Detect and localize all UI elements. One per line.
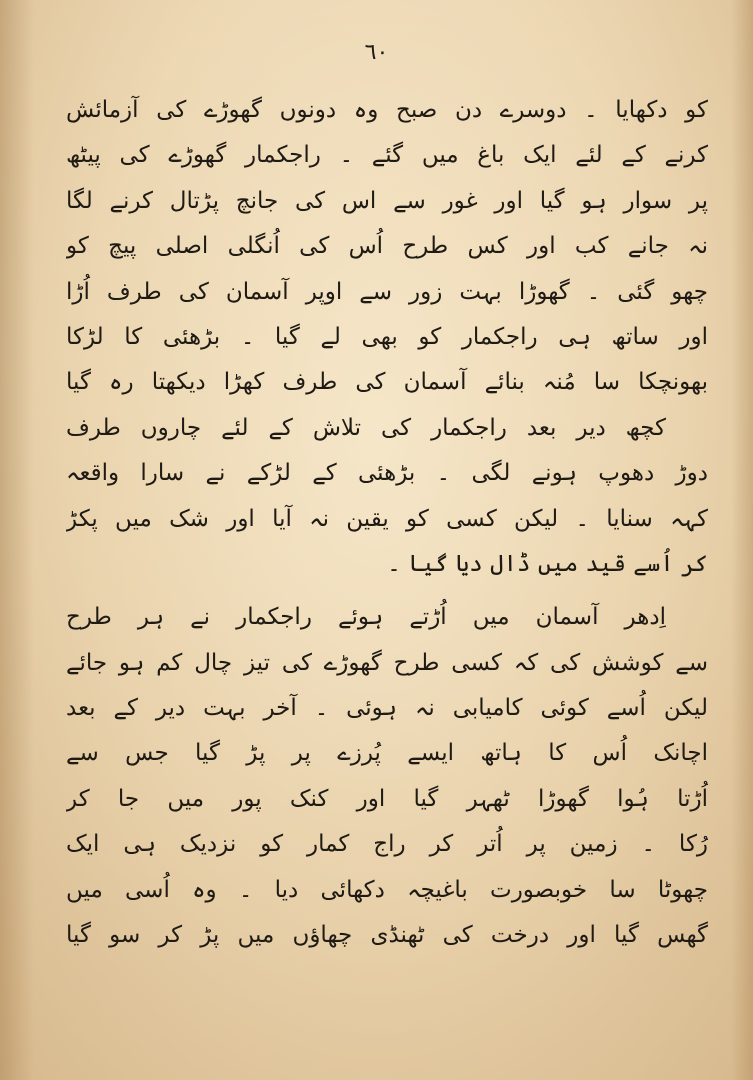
text-line: کرنے کے لئے ایک باغ میں گئے ۔ راجکمار گھوڑے کی پیٹھ [66,142,708,169]
text-line: گھس گیا اور درخت کی ٹھنڈی چھاؤں میں پڑ کر سو گیا [66,922,708,949]
text-line: چھوٹا سا خوبصورت باغیچہ دکھائی دیا ۔ وہ اُسی میں [66,876,708,903]
text-line: لیکن اُسے کوئی کامیابی نہ ہوئی ۔ آخر بہت دیر کے بعد [66,695,708,722]
body-text [66,88,708,958]
paragraph-start-line: اِدھر آسمان میں اُڑتے ہوئے راجکمار نے ہر طرح [66,604,666,631]
text-line: پر سوار ہو گیا اور غور سے اس کی جانچ پڑتال کرنے لگا [66,187,708,214]
text-line: سے کوشش کی کہ کسی طرح گھوڑے کی تیز چال کم ہو جائے [66,649,708,676]
text-line: اُڑتا ہُوا گھوڑا ٹھہر گیا اور کنک پور میں جا کر [66,785,708,812]
text-line: نہ جانے کب اور کس طرح اُس کی اُنگلی اصلی پیچ کو [66,233,708,260]
text-line: کو دکھایا ۔ دوسرے دن صبح وہ دونوں گھوڑے کی آزمائش [66,97,708,123]
text-line: چھو گئی ۔ گھوڑا بہت زور سے اوپر آسمان کی طرف اُڑا [66,278,708,305]
paragraph-end-line: کر اُسے قید میں ڈال دیا گیا ۔ [387,550,708,577]
text-line: دوڑ دھوپ ہونے لگی ۔ بڑھئی کے لڑکے نے سارا واقعہ [66,460,708,487]
paragraph-start-line: کچھ دیر بعد راجکمار کی تلاش کے لئے چاروں طرف [66,414,666,441]
text-line: کہہ سنایا ۔ لیکن کسی کو یقین نہ آیا اور شک میں پکڑ [66,505,708,532]
text-line: بھونچکا سا مُنہ بنائے آسمان کی طرف کھڑا دیکھتا رہ گیا [66,369,708,396]
text-line: رُکا ۔ زمین پر اُتر کر راج کمار کو نزدیک ہی ایک [66,831,708,858]
page-number: ٦٠ [364,40,389,65]
text-line: اچانک اُس کا ہاتھ ایسے پُرزے پر پڑ گیا جس سے [66,740,708,767]
text-line: اور ساتھ ہی راجکمار کو بھی لے گیا ۔ بڑھئی کا لڑکا [66,323,708,350]
